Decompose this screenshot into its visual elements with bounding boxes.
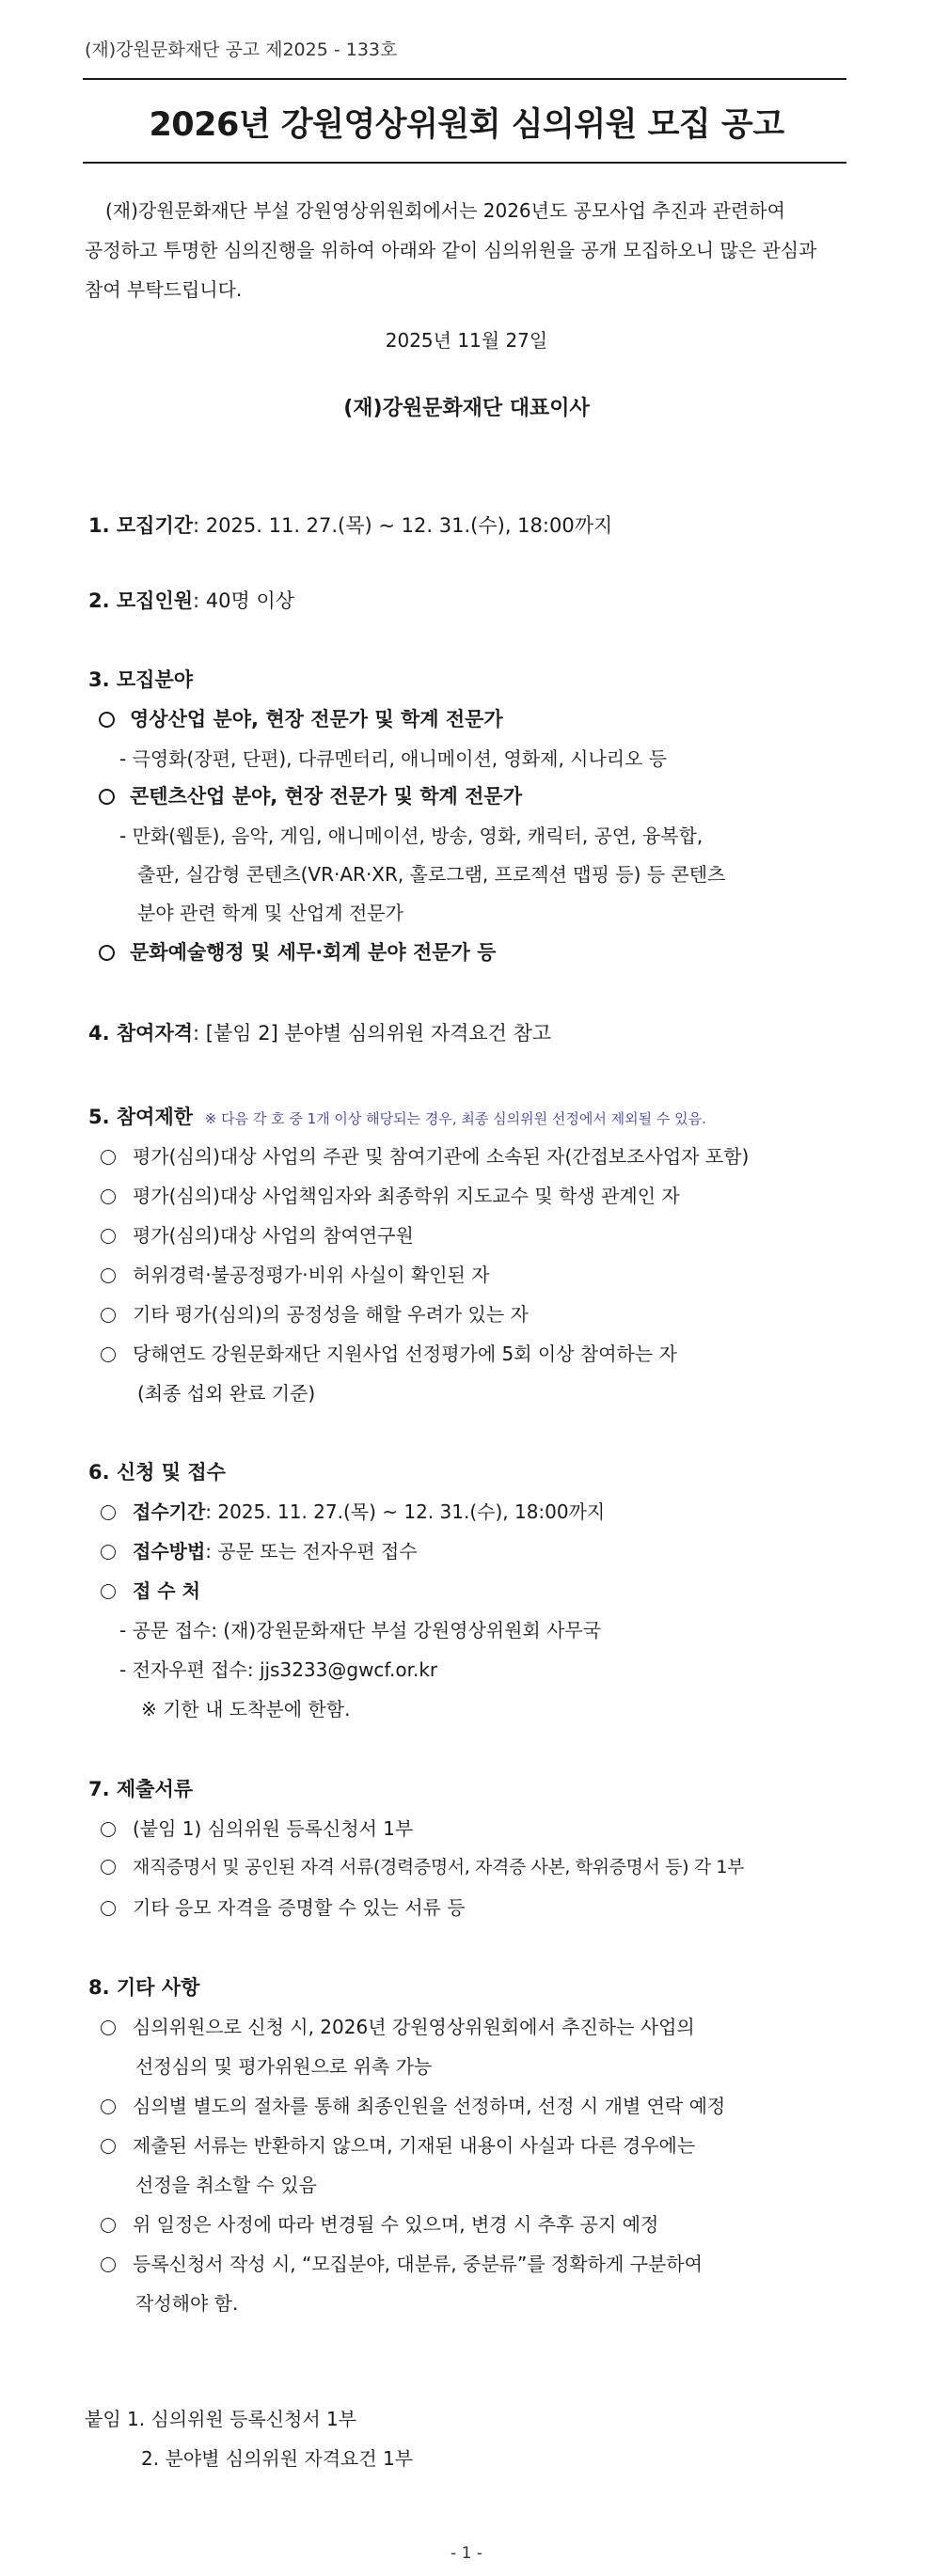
restriction-item: 허위경력·불공정평가·비위 사실이 확인된 자 — [101, 1260, 490, 1287]
restriction-item-continuation: (최종 섭외 완료 기준) — [137, 1382, 316, 1405]
circle-bullet-icon — [101, 2099, 116, 2114]
section-value: : [붙임 2] 분야별 심의위원 자격요건 참고 — [193, 1022, 552, 1045]
application-period: 접수기간: 2025. 11. 27.(목) ~ 12. 31.(수), 18:00까지 — [101, 1497, 605, 1524]
attachment-item: 2. 분야별 심의위원 자격요건 1부 — [141, 2447, 414, 2470]
restriction-item: 평가(심의)대상 사업의 주관 및 참여기관에 소속된 자(간접보조사업자 포함) — [101, 1141, 749, 1169]
other-item-continuation: 작성해야 함. — [135, 2292, 239, 2315]
application-deadline-note: ※ 기한 내 도착분에 한함. — [141, 1698, 351, 1720]
section-label: 1. 모집기간 — [88, 514, 194, 537]
circle-bullet-icon — [101, 1150, 116, 1165]
field-detail: 출판, 실감형 콘텐츠(VR·AR·XR, 홀로그램, 프로젝션 맵핑 등) 등 콘텐츠 — [137, 863, 726, 886]
application-place: 접 수 처 — [101, 1576, 200, 1603]
section-value: : 2025. 11. 27.(목) ~ 12. 31.(수), 18:00까지 — [193, 514, 613, 537]
circle-bullet-icon — [101, 1901, 116, 1916]
circle-bullet-icon — [101, 1189, 116, 1204]
circle-bullet-icon — [101, 2020, 116, 2035]
document-item: 기타 응모 자격을 증명할 수 있는 서류 등 — [101, 1893, 466, 1920]
section-fields-heading: 3. 모집분야 — [88, 668, 194, 691]
restriction-item: 평가(심의)대상 사업의 참여연구원 — [101, 1220, 414, 1248]
circle-bullet-icon — [101, 1308, 116, 1323]
section-label: 2. 모집인원 — [88, 589, 194, 612]
section-label: 5. 참여제한 — [88, 1106, 194, 1128]
field-detail: - 만화(웹툰), 음악, 게임, 애니메이션, 방송, 영화, 캐릭터, 공연, 융복합, — [119, 825, 704, 847]
intro-paragraph: (재)강원문화재단 부설 강원영상위원회에서는 2026년도 공모사업 추진과 관련하여 공정하고 투명한 심의진행을 위하여 아래와 같이 심의위원을 공개 모집하오니 많은 관심과 참여 부탁드립니다. — [85, 199, 817, 301]
circle-bullet-icon — [101, 1347, 116, 1362]
circle-bullet-icon — [101, 1268, 116, 1283]
circle-bullet-icon — [99, 712, 115, 728]
document-item: (붙임 1) 심의위원 등록신청서 1부 — [101, 1814, 413, 1841]
restriction-item: 당해연도 강원문화재단 지원사업 선정평가에 5회 이상 참여하는 자 — [101, 1339, 677, 1366]
other-item-continuation: 선정을 취소할 수 있음 — [135, 2174, 317, 2196]
section-recruit-count — [88, 586, 294, 614]
section-recruit-period — [88, 510, 612, 539]
issuer-name: (재)강원문화재단 대표이사 — [343, 397, 590, 420]
circle-bullet-icon — [101, 2139, 116, 2154]
field-item: 콘텐츠산업 분야, 현장 전문가 및 학계 전문가 — [99, 781, 522, 809]
field-detail: - 극영화(장편, 단편), 다큐멘터리, 애니메이션, 영화제, 시나리오 등 — [119, 747, 668, 770]
attachment-item: 붙임 1. 심의위원 등록신청서 1부 — [85, 2408, 357, 2430]
field-detail: 분야 관련 학계 및 산업계 전문가 — [137, 902, 403, 924]
field-item: 문화예술행정 및 세무·회계 분야 전문가 등 — [99, 937, 496, 966]
section-documents-heading: 7. 제출서류 — [88, 1778, 194, 1800]
section-eligibility — [88, 1018, 551, 1046]
circle-bullet-icon — [101, 2218, 116, 2233]
section-label: 4. 참여자격 — [88, 1022, 194, 1045]
notice-number: (재)강원문화재단 공고 제2025 - 133호 — [85, 39, 398, 60]
circle-bullet-icon — [101, 1505, 116, 1520]
application-place-email: - 전자우편 접수: jjs3233@gwcf.or.kr — [119, 1658, 438, 1681]
circle-bullet-icon — [99, 945, 115, 961]
notice-date: 2025년 11월 27일 — [385, 329, 548, 352]
document-item: 재직증명서 및 공인된 자격 서류(경력증명서, 자격증 사본, 학위증명서 등) 각 1부 — [101, 1853, 744, 1878]
restriction-item: 기타 평가(심의)의 공정성을 해할 우려가 있는 자 — [101, 1299, 529, 1327]
circle-bullet-icon — [99, 789, 115, 805]
section-other-heading: 8. 기타 사항 — [88, 1976, 200, 1999]
restriction-item: 평가(심의)대상 사업책임자와 최종학위 지도교수 및 학생 관계인 자 — [101, 1181, 680, 1208]
circle-bullet-icon — [101, 1822, 116, 1837]
field-item: 영상산업 분야, 현장 전문가 및 학계 전문가 — [99, 704, 503, 732]
page-title: 2026년 강원영상위원회 심의위원 모집 공고 — [149, 106, 784, 144]
other-item: 등록신청서 작성 시, “모집분야, 대분류, 중분류”를 정확하게 구분하여 — [101, 2249, 703, 2276]
other-item: 제출된 서류는 반환하지 않으며, 기재된 내용이 사실과 다른 경우에는 — [101, 2130, 695, 2158]
circle-bullet-icon — [101, 1229, 116, 1244]
circle-bullet-icon — [101, 1545, 116, 1560]
circle-bullet-icon — [101, 2257, 116, 2272]
title-top-rule — [83, 78, 846, 80]
section-application-heading: 6. 신청 및 접수 — [88, 1461, 226, 1484]
title-bottom-rule — [83, 162, 846, 164]
application-place-official: - 공문 접수: (재)강원문화재단 부설 강원영상위원회 사무국 — [119, 1619, 602, 1641]
circle-bullet-icon — [101, 1860, 116, 1875]
other-item: 심의위원으로 신청 시, 2026년 강원영상위원회에서 추진하는 사업의 — [101, 2012, 695, 2039]
other-item: 심의별 별도의 절차를 통해 최종인원을 선정하며, 선정 시 개별 연락 예정 — [101, 2091, 725, 2118]
section-value: : 40명 이상 — [193, 589, 295, 612]
application-method: 접수방법: 공문 또는 전자우편 접수 — [101, 1536, 418, 1563]
page-number: - 1 - — [451, 2544, 482, 2563]
restriction-note: ※ 다음 각 호 중 1개 이상 해당되는 경우, 최종 심의위원 선정에서 제외될 수 있음. — [204, 1110, 706, 1127]
other-item: 위 일정은 사정에 따라 변경될 수 있으며, 변경 시 추후 공지 예정 — [101, 2209, 658, 2237]
circle-bullet-icon — [101, 1584, 116, 1599]
section-restrictions-heading — [88, 1102, 706, 1130]
other-item-continuation: 선정심의 및 평가위원으로 위촉 가능 — [135, 2055, 433, 2078]
